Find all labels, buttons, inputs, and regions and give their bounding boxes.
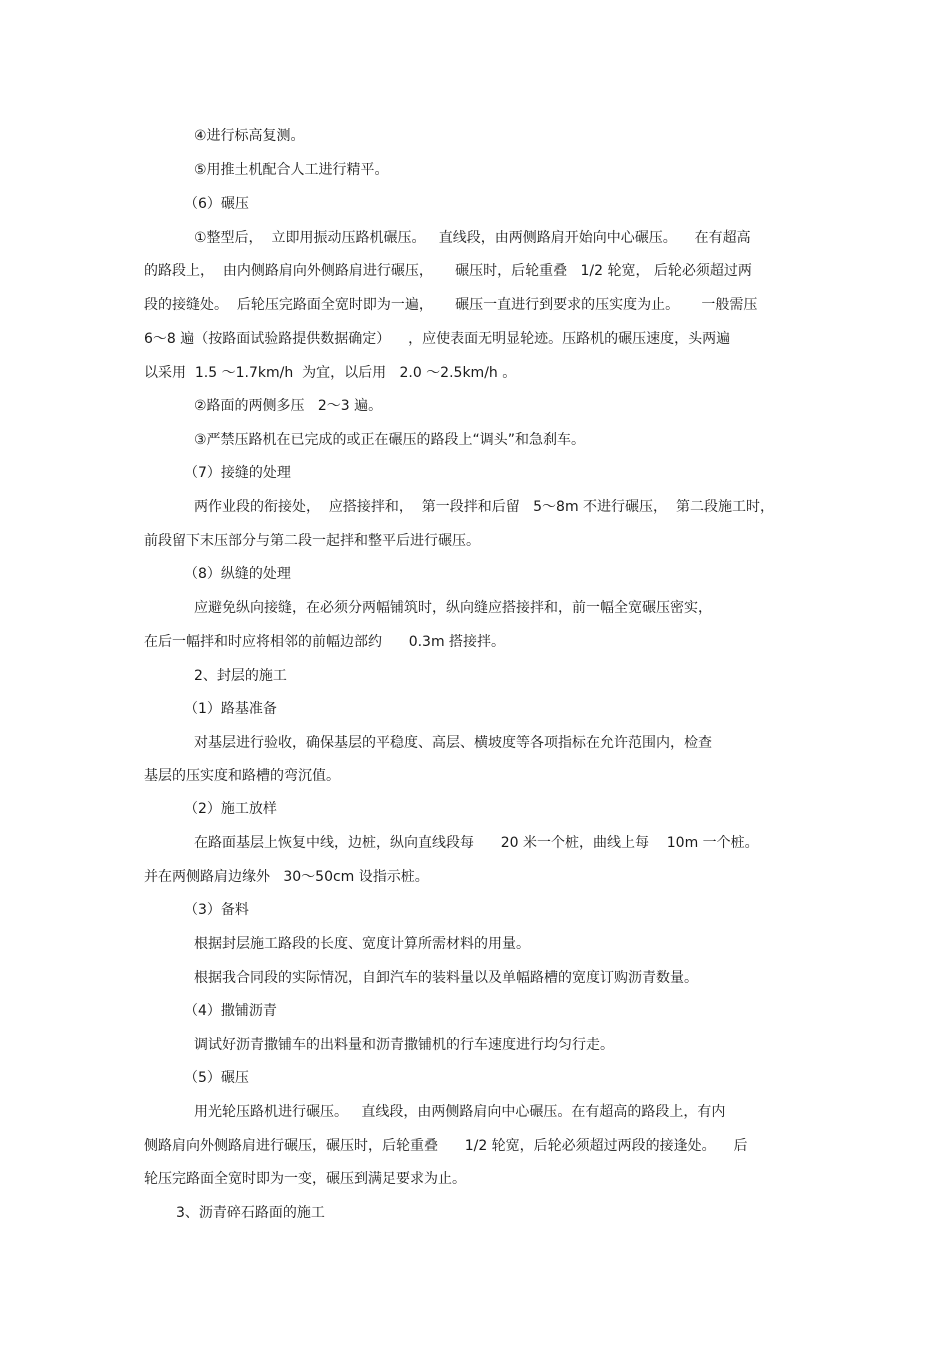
text-line: ①整型后， 立即用振动压路机碾压。 直线段，由两侧路肩开始向中心碾压。 在有超高 [194, 230, 751, 246]
text-line: 以采用 1.5 ～1.7km/h 为宜，以后用 2.0 ～2.5km/h 。 [144, 365, 517, 381]
section-heading: （2）施工放样 [184, 801, 277, 817]
text-line: 轮压完路面全宽时即为一变，碾压到满足要求为止。 [144, 1171, 466, 1187]
text-line: 侧路肩向外侧路肩进行碾压，碾压时，后轮重叠 1/2 轮宽，后轮必须超过两段的接逢处。 后 [144, 1138, 748, 1154]
text-line: ③严禁压路机在已完成的或正在碾压的路段上“调头”和急刹车。 [194, 432, 586, 448]
text-line: 的路段上， 由内侧路肩向外侧路肩进行碾压， 碾压时，后轮重叠 1/2 轮宽， 后轮必须超过两 [144, 263, 752, 279]
text-line: ④进行标高复测。 [194, 128, 305, 144]
text-line: 在后一幅拌和时应将相邻的前幅边部约 0.3m 搭接拌。 [144, 634, 506, 650]
section-heading: （1）路基准备 [184, 701, 277, 717]
text-line: 前段留下末压部分与第二段一起拌和整平后进行碾压。 [144, 533, 480, 549]
section-heading: 2、封层的施工 [194, 668, 287, 684]
text-line: 应避免纵向接缝，在必须分两幅铺筑时，纵向缝应搭接拌和，前一幅全宽碾压密实， [194, 600, 712, 616]
text-line: ②路面的两侧多压 2～3 遍。 [194, 398, 383, 414]
section-heading: （7）接缝的处理 [184, 465, 291, 481]
section-heading: （4）撒铺沥青 [184, 1003, 277, 1019]
text-line: 6～8 遍（按路面试验路提供数据确定） ，应使表面无明显轮迹。压路机的碾压速度，头两遍 [144, 331, 731, 347]
text-line: 根据我合同段的实际情况，自卸汽车的装料量以及单幅路槽的宽度订购沥青数量。 [194, 970, 698, 986]
section-heading: （8）纵缝的处理 [184, 566, 291, 582]
section-heading: （5）碾压 [184, 1070, 249, 1086]
text-line: 用光轮压路机进行碾压。 直线段，由两侧路肩向中心碾压。在有超高的路段上，有内 [194, 1104, 726, 1120]
text-line: 并在两侧路肩边缘外 30～50cm 设指示桩。 [144, 869, 429, 885]
text-line: 基层的压实度和路槽的弯沉值。 [144, 768, 340, 784]
section-heading: 3、沥青碎石路面的施工 [176, 1205, 325, 1221]
text-line: 两作业段的衔接处， 应搭接拌和， 第一段拌和后留 5～8m 不进行碾压， 第二段施工时， [194, 499, 774, 515]
text-line: 调试好沥青撒铺车的出料量和沥青撒铺机的行车速度进行均匀行走。 [194, 1037, 614, 1053]
text-line: 段的接缝处。 后轮压完路面全宽时即为一遍， 碾压一直进行到要求的压实度为止。 一般需压 [144, 297, 758, 313]
text-line: 对基层进行验收，确保基层的平稳度、高层、横坡度等各项指标在允许范围内，检查 [194, 735, 712, 751]
section-heading: （3）备料 [184, 902, 249, 918]
text-line: ⑤用推土机配合人工进行精平。 [194, 162, 389, 178]
section-heading: （6）碾压 [184, 196, 249, 212]
text-line: 在路面基层上恢复中线，边桩，纵向直线段每 20 米一个桩，曲线上每 10m 一个桩。 [194, 835, 759, 851]
text-line: 根据封层施工路段的长度、宽度计算所需材料的用量。 [194, 936, 530, 952]
